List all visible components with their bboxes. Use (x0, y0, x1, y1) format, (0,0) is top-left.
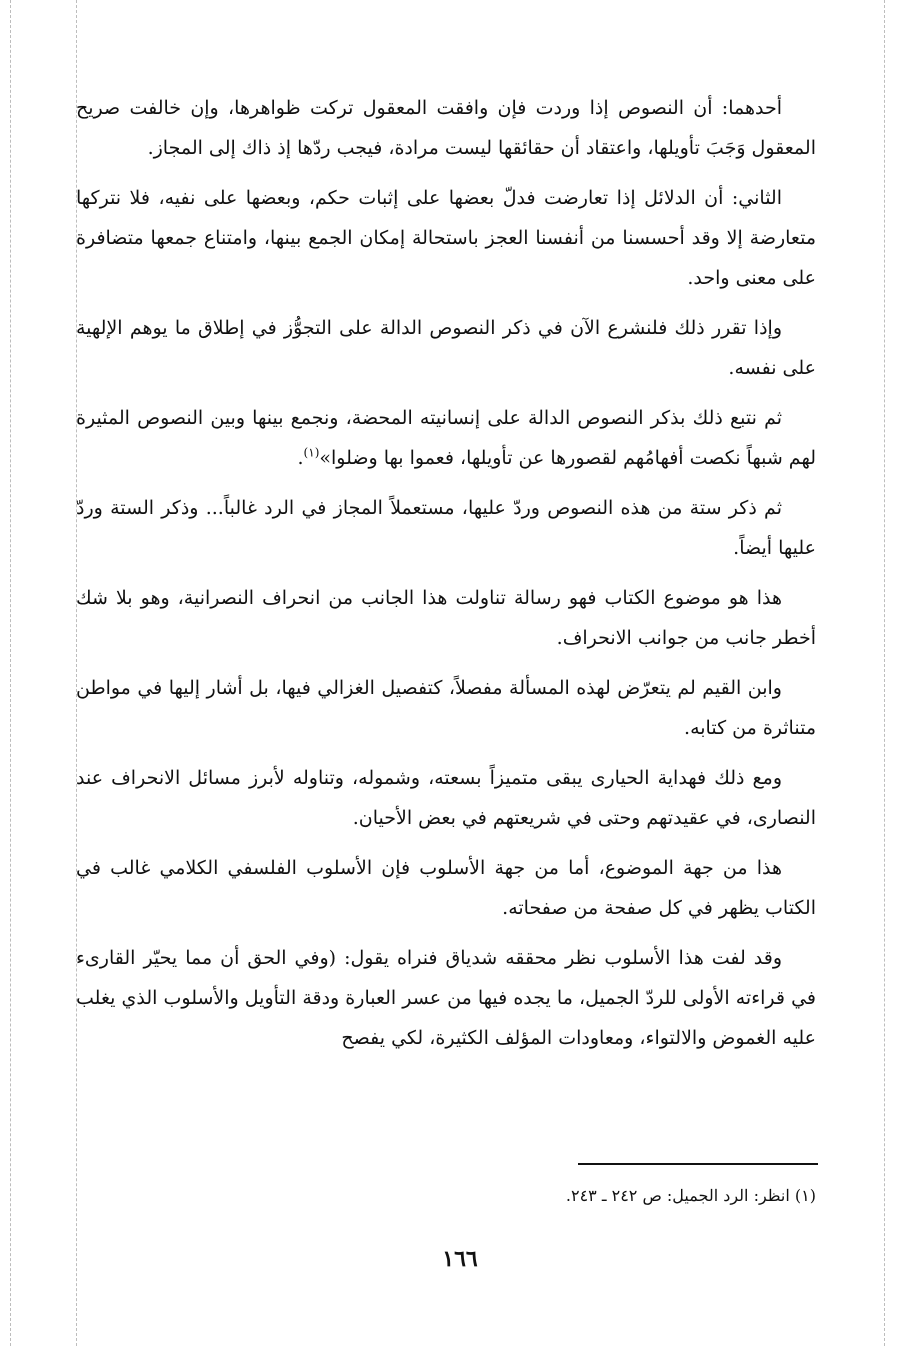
footnote: (١) انظر: الرد الجميل: ص ٢٤٢ ـ ٢٤٣. (565, 1186, 816, 1205)
paragraph-8: ومع ذلك فهداية الحيارى يبقى متميزاً بسعته، وشموله، وتناوله لأبرز مسائل الانحراف عند النصارى، في عقيدتهم وحتى في شريعتهم في بعض الأحيان. (76, 767, 816, 829)
main-text (76, 88, 816, 1068)
footnote-reference: (١) (303, 445, 320, 460)
paragraph-7: وابن القيم لم يتعرّض لهذه المسألة مفصلاً، كتفصيل الغزالي فيها، بل أشار إليها في مواطن متناثرة من كتابه. (76, 677, 816, 739)
paragraph-5: ثم ذكر ستة من هذه النصوص وردّ عليها، مستعملاً المجاز في الرد غالباً... وذكر الستة وردّ عليها أيضاً. (76, 497, 816, 559)
footnote-divider (578, 1163, 818, 1165)
paragraph-4 (76, 398, 816, 478)
scan-margin-line-left (10, 0, 11, 1346)
paragraph-4-text: ثم نتبع ذلك بذكر النصوص الدالة على إنسانيته المحضة، ونجمع بينها وبين النصوص المثيرة لهم شبهاً نكصت أفهامُهم لقصورها عن تأويلها، فعموا بها وضلوا» (76, 407, 816, 469)
paragraph-6: هذا هو موضوع الكتاب فهو رسالة تناولت هذا الجانب من انحراف النصرانية، وهو بلا شك أخطر جانب من جوانب الانحراف. (76, 587, 816, 649)
paragraph-10: وقد لفت هذا الأسلوب نظر محققه شدياق فنراه يقول: (وفي الحق أن مما يحيّر القارىء في قراءته الأولى للردّ الجميل، ما يجده فيها من عسر العبارة ودقة التأويل والأسلوب الذي يغلب عليه الغموض والالتواء، ومعاودات المؤلف الكثيرة، لكي يفصح (76, 947, 816, 1049)
paragraph-1: أحدهما: أن النصوص إذا وردت فإن وافقت المعقول تركت ظواهرها، وإن خالفت صريح المعقول وَجَبَ تأويلها، واعتقاد أن حقائقها ليست مرادة، فيجب ردّها إذ ذاك إلى المجاز. (76, 97, 816, 159)
paragraph-4-end: . (297, 447, 304, 469)
paragraph-3: وإذا تقرر ذلك فلنشرع الآن في ذكر النصوص الدالة على التجوُّز في إطلاق ما يوهم الإلهية على نفسه. (76, 317, 816, 379)
paragraph-9: هذا من جهة الموضوع، أما من جهة الأسلوب فإن الأسلوب الفلسفي الكلامي غالب في الكتاب يظهر في كل صفحة من صفحاته. (76, 857, 816, 919)
paragraph-2: الثاني: أن الدلائل إذا تعارضت فدلّ بعضها على إثبات حكم، وبعضها على نفيه، فلا نتركها متعارضة إلا وقد أحسسنا من أنفسنا العجز باستحالة إمكان الجمع بينها، وامتناع جمعها متضافرة على معنى واحد. (76, 187, 816, 289)
page-number: ١٦٦ (442, 1246, 478, 1272)
scan-margin-line-right (884, 0, 885, 1346)
